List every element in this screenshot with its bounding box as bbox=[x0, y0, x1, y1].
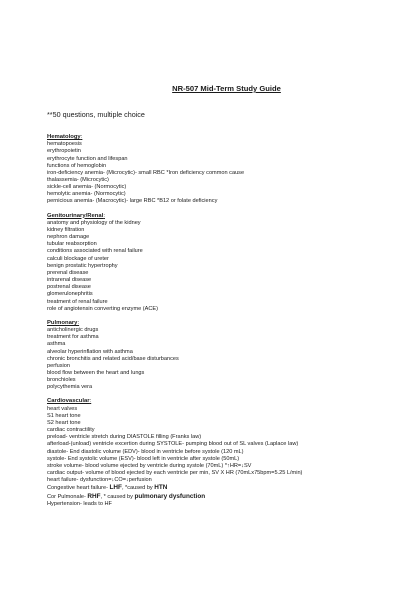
list-item: S1 heart tone bbox=[47, 412, 81, 419]
list-item: calculi blockage of ureter bbox=[47, 255, 109, 262]
list-item: cardiac contractility bbox=[47, 427, 95, 434]
list-item: hematopoesis bbox=[47, 141, 82, 148]
topic-list bbox=[47, 220, 380, 313]
section-pulmonary bbox=[47, 320, 380, 392]
topic-list bbox=[47, 141, 380, 205]
list-item: preload- ventricle stretch during DIASTOLE filling (Franks law) bbox=[47, 434, 202, 441]
list-item: bronchioles bbox=[47, 377, 76, 384]
list-item: perfusion bbox=[47, 362, 71, 369]
list-item: postrenal disease bbox=[47, 284, 91, 291]
list-item-chf: Congestive heart failure- LHF, *caused by HTN bbox=[47, 484, 168, 492]
list-item: alveolar hyperinflation with asthma bbox=[47, 348, 133, 355]
section-heading: Genitourinary/Renal: bbox=[47, 212, 105, 219]
list-item: benign prostatic hypertrophy bbox=[47, 262, 118, 269]
list-item: heart failure- dysfunction=↓CO=↓perfusion bbox=[47, 477, 152, 484]
list-item: nephron damage bbox=[47, 234, 90, 241]
list-item: kidney filtration bbox=[47, 226, 85, 233]
list-item: treatment of renal failure bbox=[47, 298, 108, 305]
topic-list bbox=[47, 327, 380, 391]
list-item: cardiac output- volume of blood ejected by each ventricle per min, SV X HR (70mLx75bpm=5.25 L/min) bbox=[47, 470, 303, 477]
list-item: systole- End systolic volume (ESV)- blood left in ventricle after systole (50mL) bbox=[47, 455, 240, 462]
list-item: conditions associated with renal failure bbox=[47, 248, 143, 255]
list-item: intrarenal disease bbox=[47, 277, 92, 284]
section-heading: Cardiovascular: bbox=[47, 398, 92, 405]
list-item: anticholinergic drugs bbox=[47, 327, 99, 334]
topic-list bbox=[47, 406, 380, 508]
list-item: hemolytic anemia- (Normocytic) bbox=[47, 191, 126, 198]
section-heading: Hematology: bbox=[47, 134, 83, 140]
list-item: erythrocyte function and lifespan bbox=[47, 155, 128, 162]
list-item: thalassemia- (Microcytic) bbox=[47, 176, 109, 183]
list-item: prerenal disease bbox=[47, 269, 89, 276]
section-cardiovascular bbox=[47, 398, 380, 507]
section-genitourinary-renal bbox=[47, 213, 380, 313]
list-item: heart valves bbox=[47, 405, 78, 412]
list-item: chronic bronchitis and related acid/base disturbances bbox=[47, 355, 179, 362]
list-item: glomerulonephritis bbox=[47, 291, 93, 298]
list-item: erythropoietin bbox=[47, 148, 81, 155]
list-item: asthma bbox=[47, 341, 66, 348]
list-item: functions of hemoglobin bbox=[47, 162, 107, 169]
document-title: NR-507 Mid-Term Study Guide bbox=[172, 84, 281, 93]
list-item: role of angiotensin converting enzyme (ACE) bbox=[47, 305, 158, 312]
list-item: diastole- End diastolic volume (EDV)- blood in ventricle before systole (120 mL) bbox=[47, 448, 244, 455]
list-item: sickle-cell anemia- (Normocytic) bbox=[47, 184, 127, 191]
list-item-cor-pulmonale: Cor Pulmonale- RHF, * caused by pulmonary dysfunction bbox=[47, 492, 206, 500]
list-item: S2 heart tone bbox=[47, 419, 81, 426]
list-item: afterload-(unload) ventricle excertion during SYSTOLE- pumping blood out of SL valves (Laplace law) bbox=[47, 441, 299, 448]
list-item: Hypertension- leads to HF bbox=[47, 500, 112, 507]
list-item: stroke volume- blood volume ejected by ventricle during systole (70mL) *↑HR=↓SV bbox=[47, 462, 252, 469]
list-item: blood flow between the heart and lungs bbox=[47, 369, 145, 376]
list-item: iron-deficiency anemia- (Microcytic)- small RBC *Iron deficiency common cause bbox=[47, 169, 245, 176]
section-hematology bbox=[47, 134, 380, 206]
section-heading: Pulmonary: bbox=[47, 319, 80, 326]
list-item: pernicious anemia- (Macrocytic)- large RBC *B12 or folate deficiency bbox=[47, 198, 218, 205]
list-item: anatomy and physiology of the kidney bbox=[47, 219, 141, 226]
intro-note: **50 questions, multiple choice bbox=[47, 110, 145, 119]
list-item: polycythemia vera bbox=[47, 384, 93, 391]
list-item: treatment for asthma bbox=[47, 334, 99, 341]
list-item: tubular reabsorption bbox=[47, 241, 97, 248]
